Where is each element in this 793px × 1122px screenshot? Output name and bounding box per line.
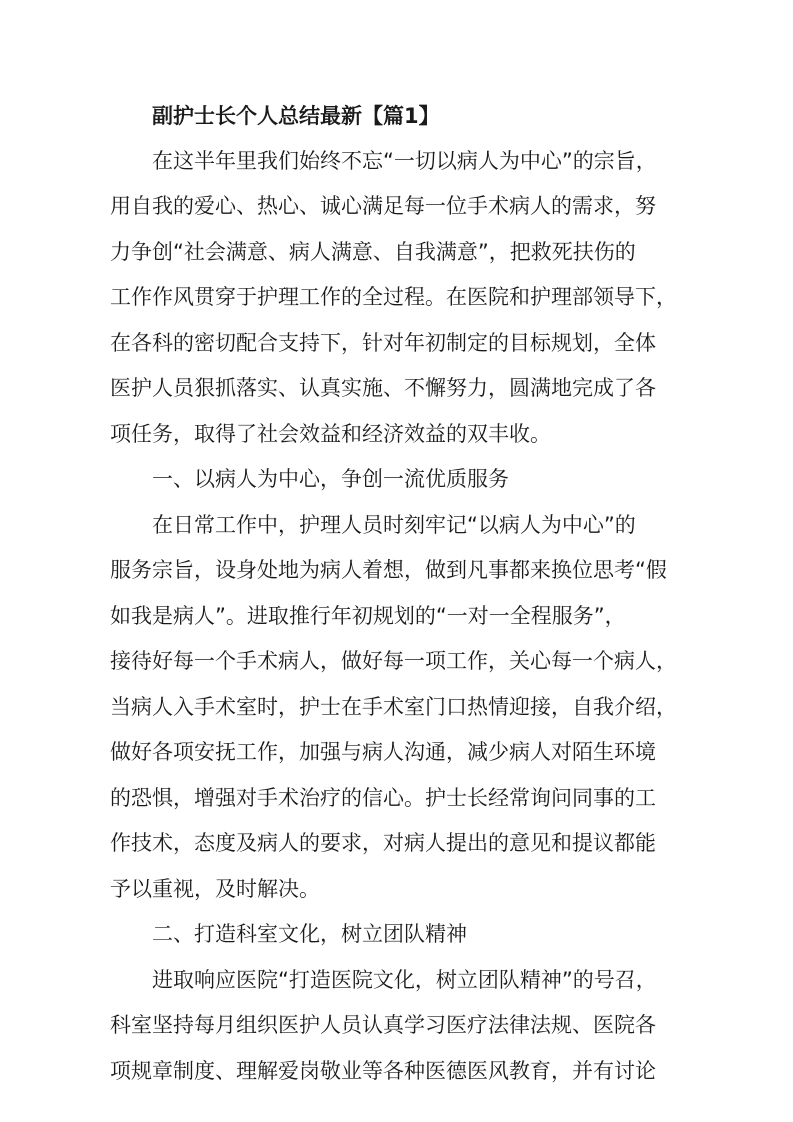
paragraph-line: 在这半年里我们始终不忘“一切以病人为中心”的宗旨， — [152, 149, 657, 173]
paragraph-line: 接待好每一个手术病人，做好每一项工作，关心每一个病人， — [110, 649, 677, 673]
paragraph-line: 作技术，态度及病人的要求，对病人提出的意见和提议都能 — [110, 831, 656, 855]
paragraph-line: 在各科的密切配合支持下，针对年初制定的目标规划，全体 — [110, 331, 656, 355]
paragraph-line: 在日常工作中，护理人员时刻牢记“以病人为中心”的 — [152, 513, 636, 537]
section-heading: 二、打造科室文化，树立团队精神 — [152, 922, 467, 946]
paragraph-line: 予以重视，及时解决。 — [110, 877, 320, 901]
paragraph-line: 当病人入手术室时，护士在手术室门口热情迎接，自我介绍， — [110, 695, 677, 719]
paragraph-line: 的恐惧，增强对手术治疗的信心。护士长经常询问同事的工 — [110, 786, 656, 810]
paragraph-line: 力争创“社会满意、病人满意、自我满意”，把救死扶伤的 — [110, 240, 636, 264]
paragraph-line: 项规章制度、理解爱岗敬业等各种医德医风教育，并有讨论 — [110, 1059, 656, 1083]
paragraph-line: 项任务，取得了社会效益和经济效益的双丰收。 — [110, 422, 551, 446]
paragraph-line: 服务宗旨，设身处地为病人着想，做到凡事都来换位思考“假 — [110, 558, 667, 582]
paragraph-line: 做好各项安抚工作，加强与病人沟通，减少病人对陌生环境 — [110, 740, 656, 764]
paragraph-line: 医护人员狠抓落实、认真实施、不懈努力，圆满地完成了各 — [110, 376, 656, 400]
paragraph-line: 进取响应医院“打造医院文化，树立团队精神”的号召， — [152, 968, 657, 992]
paragraph-line: 如我是病人”。进取推行年初规划的“一对一全程服务”， — [110, 604, 626, 628]
section-heading: 一、以病人为中心，争创一流优质服务 — [152, 467, 509, 491]
paragraph-line: 科室坚持每月组织医护人员认真学习医疗法律法规、医院各 — [110, 1013, 656, 1037]
paragraph-line: 工作作风贯穿于护理工作的全过程。在医院和护理部领导下， — [110, 285, 677, 309]
document-title: 副护士长个人总结最新【篇1】 — [152, 104, 440, 128]
paragraph-line: 用自我的爱心、热心、诚心满足每一位手术病人的需求，努 — [110, 194, 656, 218]
